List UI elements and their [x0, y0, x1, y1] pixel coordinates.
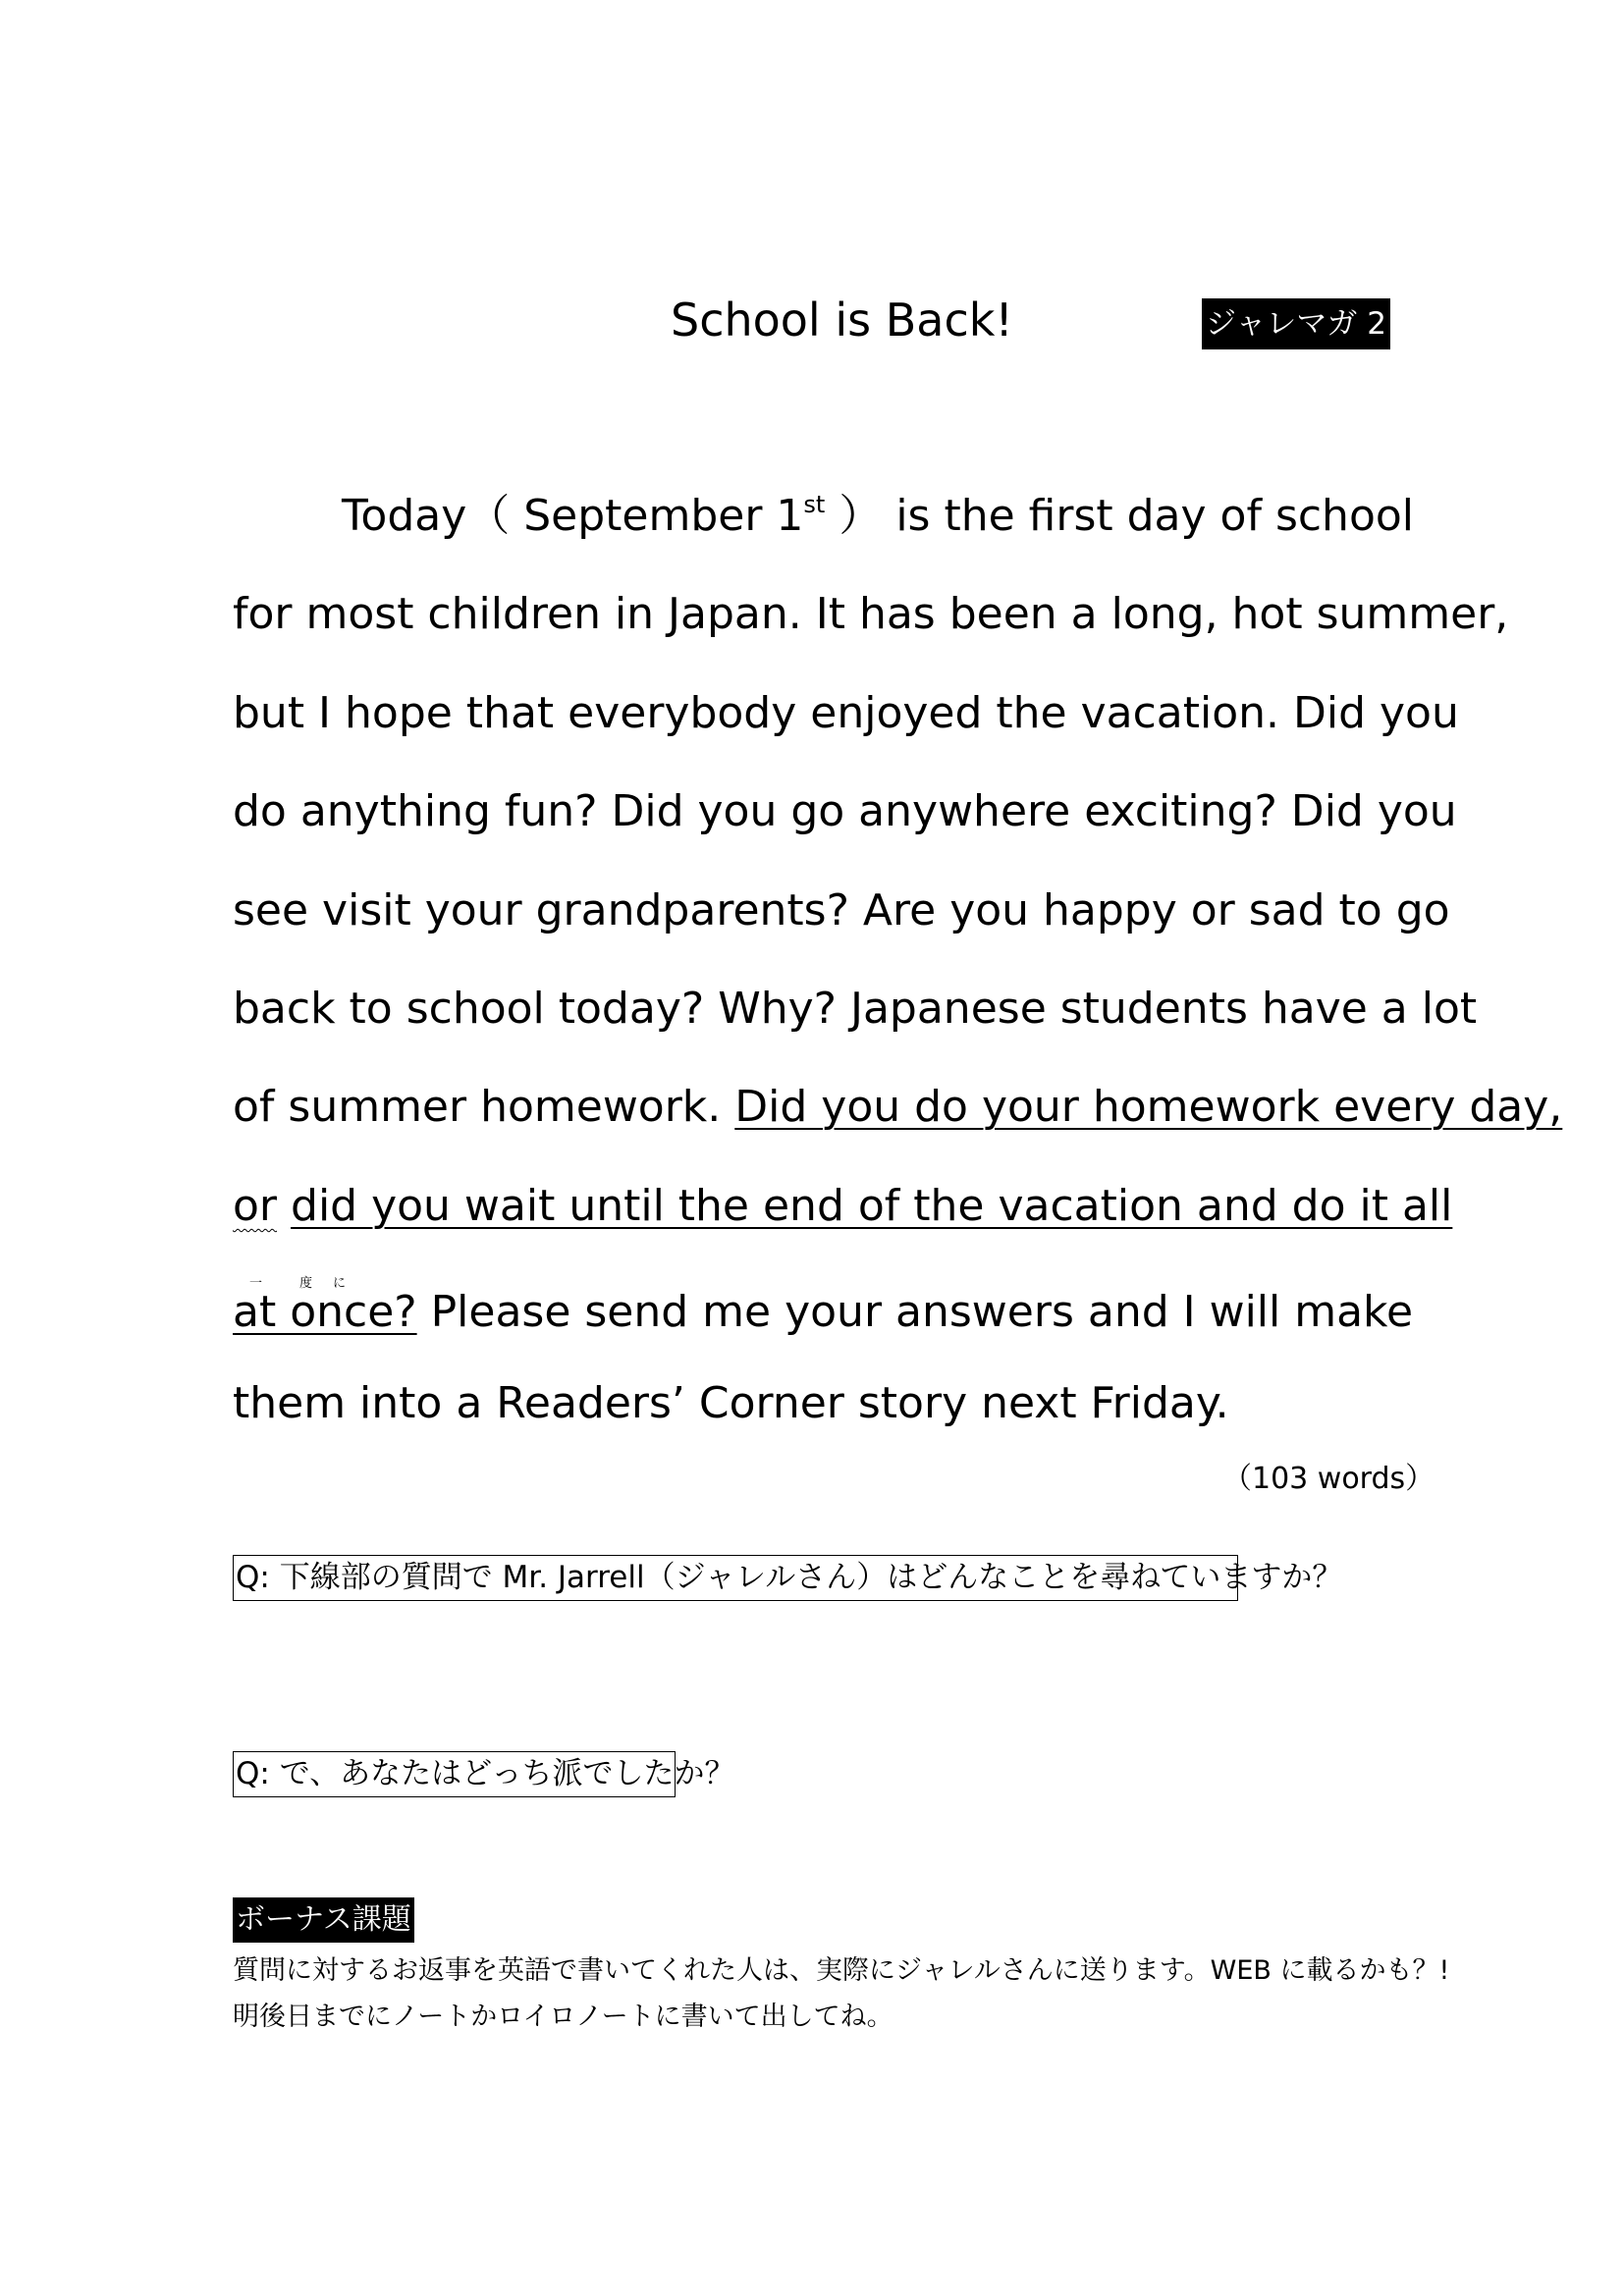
article-line-7 [233, 1078, 1563, 1137]
bonus-line-2: 明後日までにノートかロイロノートに書いて出してね。 [233, 2002, 893, 2032]
space [277, 1181, 291, 1231]
date-text: Today（ September 1 [342, 491, 804, 541]
homework-text: of summer homework. [233, 1082, 735, 1132]
issue-badge: ジャレマガ 2 [1202, 298, 1390, 349]
ruby-char-3: に [333, 1276, 347, 1291]
bonus-line-1: 質問に対するお返事を英語で書いてくれた人は、実際にジャレルさんに送ります。WEB に載るかも？! [233, 1955, 1450, 1986]
question-1-box: Q: 下線部の質問で Mr. Jarrell（ジャレルさん）はどんなことを尋ねていますか？ [233, 1555, 1238, 1601]
article-line-5: see visit your grandparents? Are you happy or sad to go [233, 885, 1450, 935]
article-line-1 [342, 487, 1415, 546]
underlined-question-part2: did you wait until the end of the vacation and do it all [291, 1181, 1453, 1231]
page-title: School is Back! [671, 294, 1013, 347]
article-line-6: back to school today? Why? Japanese students have a lot [233, 984, 1478, 1034]
article-line-8 [233, 1177, 1453, 1236]
ruby-char-2: 度 [299, 1276, 313, 1291]
article-line-4: do anything fun? Did you go anywhere exciting? Did you [233, 786, 1457, 836]
underlined-question-part3: at once? [233, 1287, 417, 1337]
question-2-box: Q: で、あなたはどっち派でしたか？ [233, 1751, 676, 1797]
first-day-text: is the first day of school [882, 491, 1415, 541]
ruby-char-1: 一 [249, 1276, 263, 1291]
article-line-9 [233, 1283, 1414, 1342]
underlined-question-part1: Did you do your homework every day, [734, 1082, 1563, 1132]
ordinal-suffix: st [803, 491, 826, 518]
word-count: （103 words） [1222, 1462, 1435, 1496]
article-line-10: them into a Readers’ Corner story next Friday. [233, 1378, 1229, 1428]
date-close-paren: ） [839, 491, 883, 541]
wavy-or: or [233, 1181, 278, 1231]
bonus-label: ボーナス課題 [233, 1897, 414, 1943]
article-line-3: but I hope that everybody enjoyed the vacation. Did you [233, 688, 1459, 738]
send-answers-text: Please send me your answers and I will make [416, 1287, 1414, 1337]
article-line-2: for most children in Japan. It has been a long, hot summer, [233, 589, 1509, 639]
